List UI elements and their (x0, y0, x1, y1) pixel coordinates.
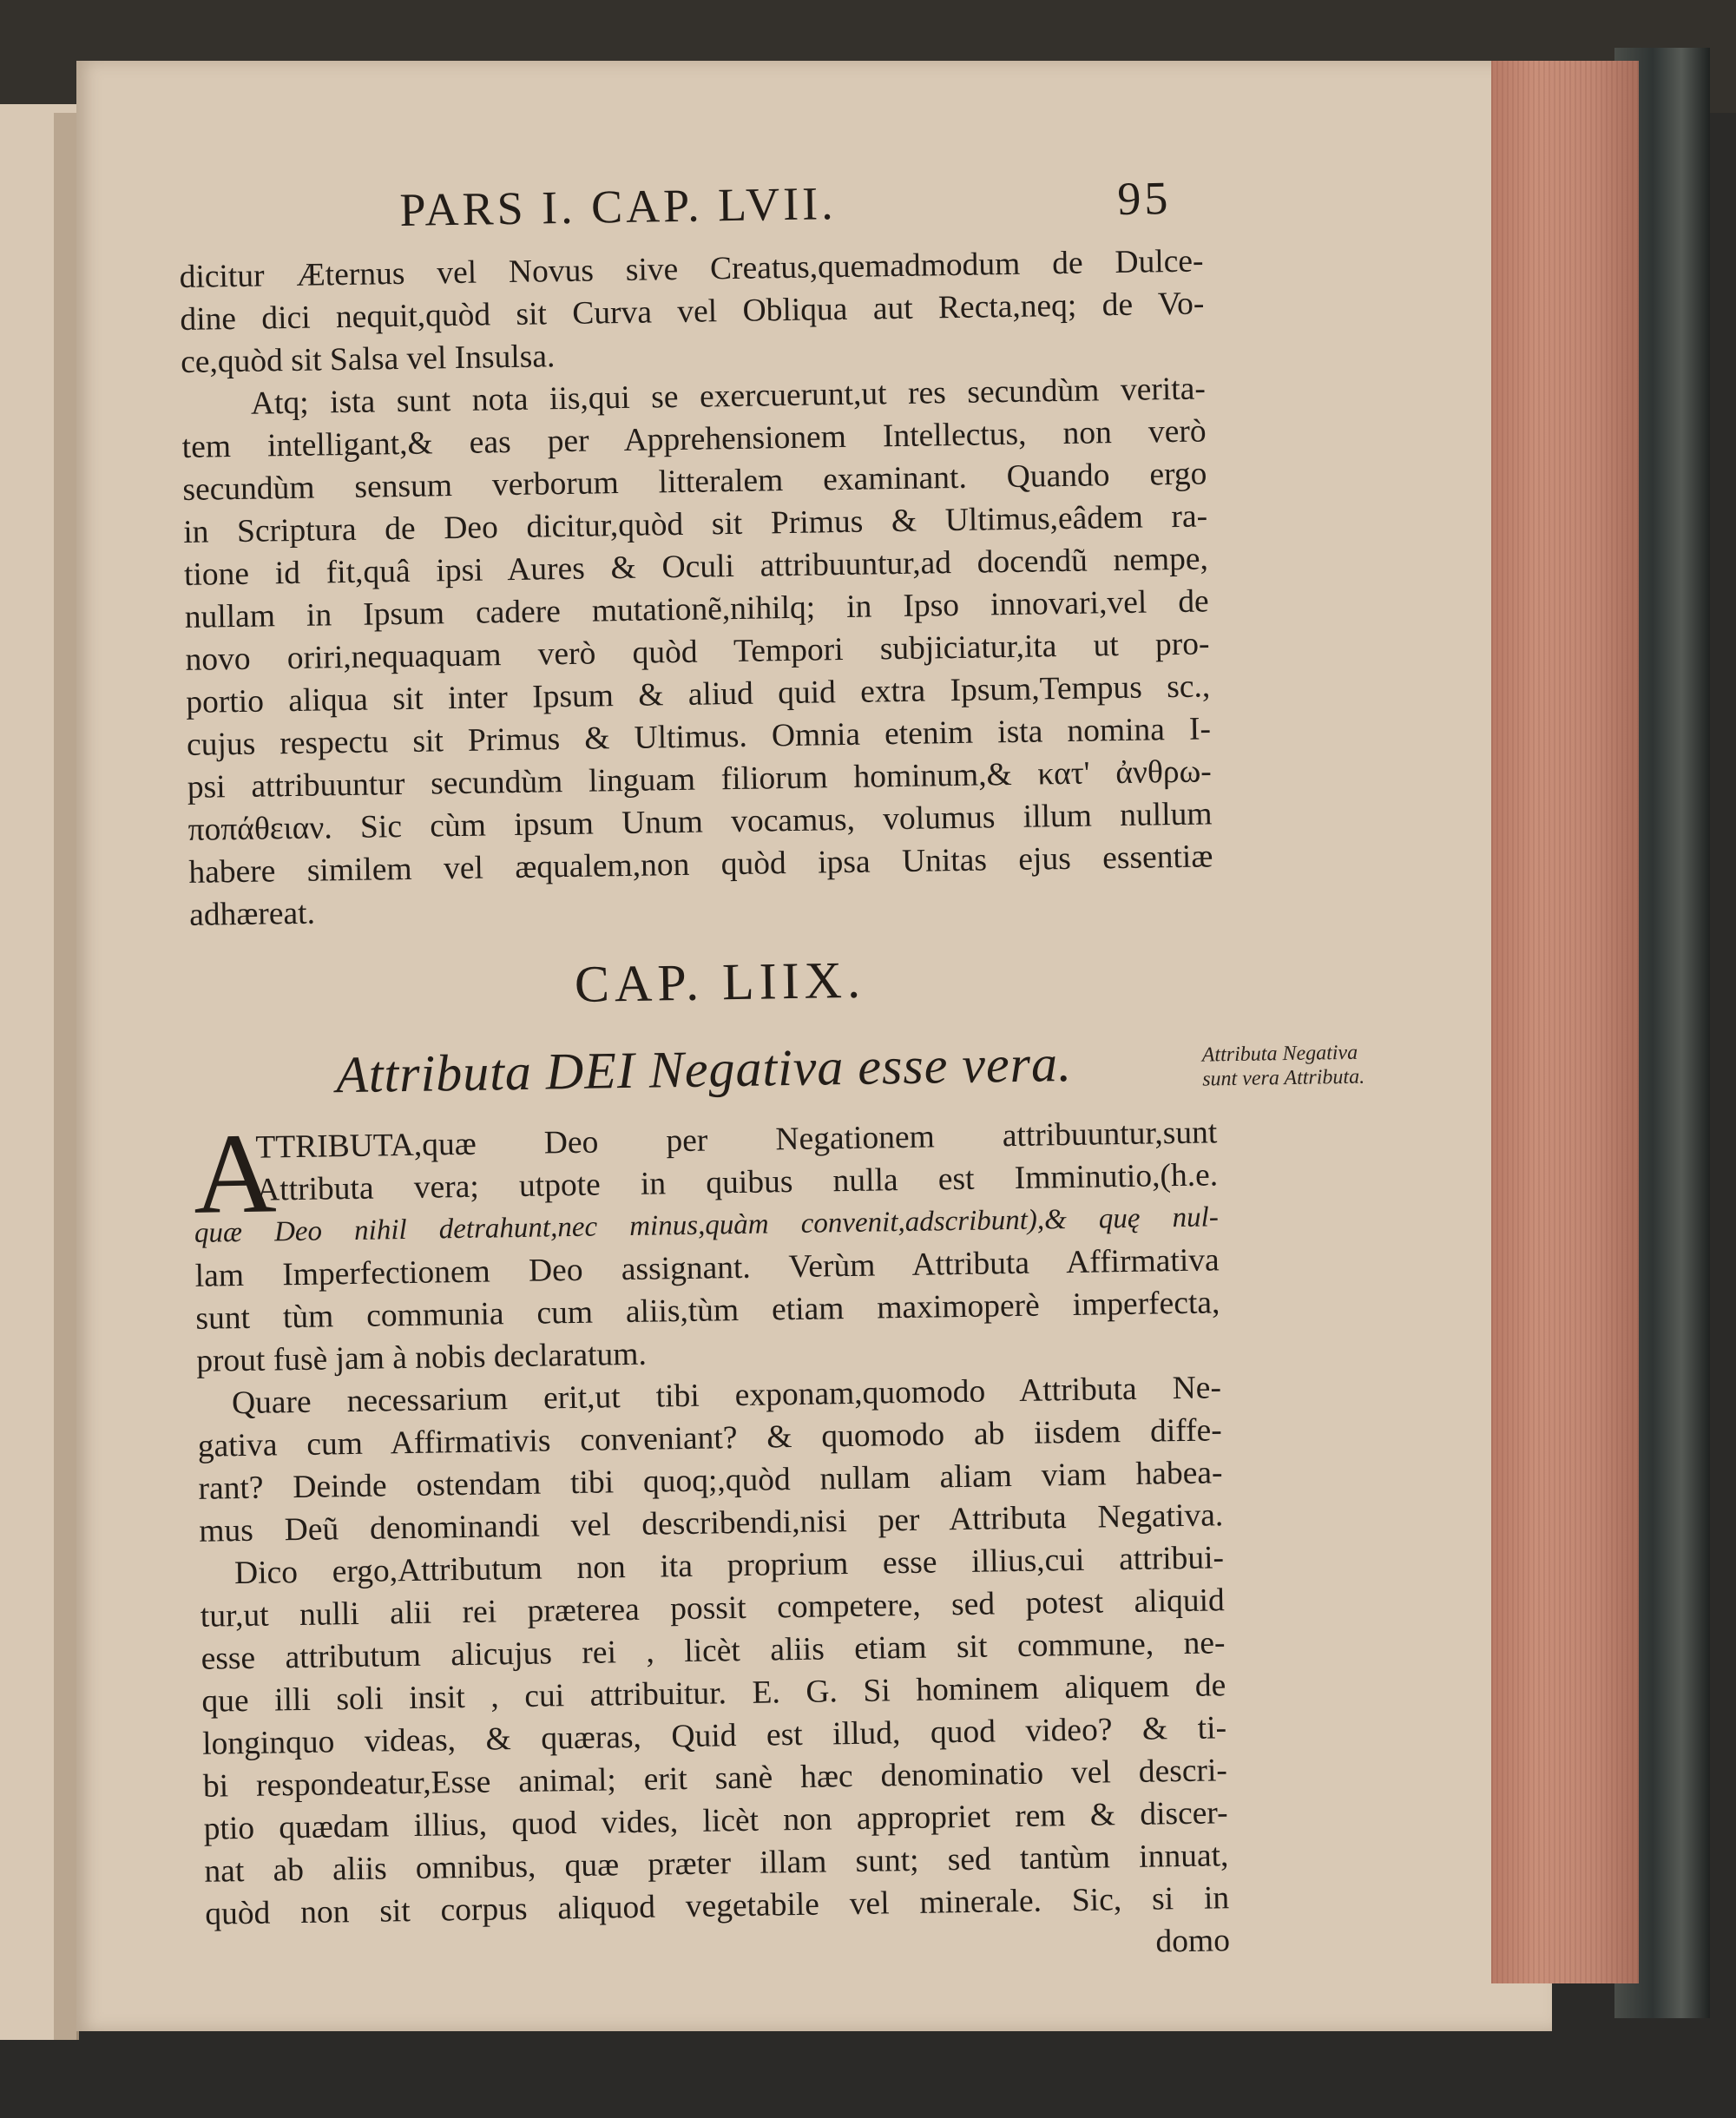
page-number: 95 (1116, 172, 1172, 225)
text-line: in Scriptura de Deo dicitur,quòd sit Primus & Ultimus,eâdem ra- (182, 498, 1208, 550)
text-line: esse attributum alicujus rei , licèt aliis etiam sit commune, ne- (201, 1625, 1226, 1677)
text-line: longinquo videas, & quæras, Quid est illud, quod video? & ti- (201, 1710, 1227, 1762)
running-title: PARS I. CAP. LVII. (398, 177, 838, 236)
page-edge-texture (1491, 61, 1639, 1983)
text-line: Attributa vera; utpote in quibus nulla est Imminutio,(h.e. (255, 1157, 1219, 1208)
text-line: Dico ergo,Attributum non ita proprium esse illius,cui attribui- (233, 1540, 1225, 1592)
text-line: que illi soli insit , cui attribuitur. E. G. Si hominem aliquem de (201, 1667, 1226, 1720)
paragraph-1 (179, 240, 1205, 384)
catchword: domo (1155, 1923, 1231, 1960)
gutter-shadow (54, 113, 76, 2040)
text-line: tione id fit,quâ ipsi Aures & Oculi attribuuntur,ad docendũ nempe, (183, 541, 1209, 593)
text-line: novo oriri,nequaquam verò quòd Tempori subjiciatur,ita ut pro- (185, 626, 1210, 678)
paragraph-5 (200, 1536, 1230, 1935)
paragraph-4 (197, 1366, 1224, 1553)
text-line: secundùm sensum verborum litteralem examinant. Quando ergo (182, 456, 1207, 508)
text-line: adhæreat. (188, 895, 316, 933)
text-line: quòd non sit corpus aliquod vegetabile vel minerale. Sic, si in (204, 1880, 1230, 1932)
text-line: tem intelligant,& eas per Apprehensionem Intellectus, non verò (181, 413, 1207, 465)
text-line: Quare necessarium erit,ut tibi exponam,quomodo Attributa Ne- (231, 1370, 1222, 1422)
marginal-note: Attributa Negativa sunt vera Attributa. (1201, 1041, 1365, 1091)
paragraph-2 (181, 367, 1214, 936)
text-line: cujus respectu sit Primus & Ultimus. Omnia etenim ista nomina I- (186, 711, 1212, 763)
chapter-subtitle: Attributa DEI Negativa esse vera. (335, 1034, 1073, 1104)
text-line: tur,ut nulli alii rei præterea possit competere, sed potest aliquid (200, 1582, 1226, 1635)
text-line: dine dici nequit,quòd sit Curva vel Obliqua aut Recta,neq; de Vo- (180, 286, 1205, 338)
text-line: psi attribuuntur secundùm linguam filiorum hominum,& κατ' ἀνθρω- (187, 753, 1213, 806)
text-line: rant? Deinde ostendam tibi quoq;,quòd nullam aliam viam habea- (198, 1455, 1223, 1507)
text-line: portio aliqua sit inter Ipsum & aliud quid extra Ipsum,Tempus sc., (186, 668, 1211, 720)
page-text (178, 170, 1230, 1977)
text-line: ποπάθειαν. Sic cùm ipsum Unum vocamus, volumus illum nullum (187, 796, 1213, 848)
text-line: nat ab aliis omnibus, quæ præter illam sunt; sed tantùm innuat, (204, 1838, 1229, 1890)
chapter-heading: CAP. LIIX. (574, 950, 866, 1013)
paragraph-3 (192, 1108, 1220, 1382)
text-line: nullam in Ipsum cadere mutationẽ,nihilq; in Ipso innovari,vel de (184, 583, 1209, 635)
text-line: gativa cum Affirmativis conveniant? & quomodo ab iisdem diffe- (197, 1412, 1222, 1464)
text-line: prout fusè jam à nobis declaratum. (195, 1336, 648, 1379)
text-line: habere similem vel æqualem,non quòd ipsa Unitas ejus essentiæ (188, 839, 1213, 891)
text-line: ptio quædam illius, quod vides, licèt non appropriet rem & discer- (203, 1795, 1228, 1847)
text-line: lam Imperfectionem Deo assignant. Verùm Attributa Affirmativa (194, 1242, 1220, 1294)
drop-cap: A (192, 1108, 278, 1238)
text-line: dicitur Æternus vel Novus sive Creatus,quemadmodum de Dulce- (179, 243, 1204, 295)
text-line: quæ Deo nihil detrahunt,nec minus,quàm convenit,adscribunt),& quę nul- (194, 1201, 1220, 1249)
text-line: Atq; ista sunt nota iis,qui se exercuerunt,ut res secundùm verita- (250, 371, 1207, 422)
text-line: sunt tùm communia cum aliis,tùm etiam maximoperè imperfecta, (195, 1285, 1220, 1337)
text-line: TTRIBUTA,quæ Deo per Negationem attribuuntur,sunt (255, 1115, 1218, 1166)
text-line: bi respondeatur,Esse animal; erit sanè hæc denominatio vel descri- (202, 1753, 1228, 1805)
text-line: mus Deũ denominandi vel describendi,nisi per Attributa Negativa. (199, 1497, 1224, 1549)
text-line: ce,quòd sit Salsa vel Insulsa. (180, 339, 556, 380)
